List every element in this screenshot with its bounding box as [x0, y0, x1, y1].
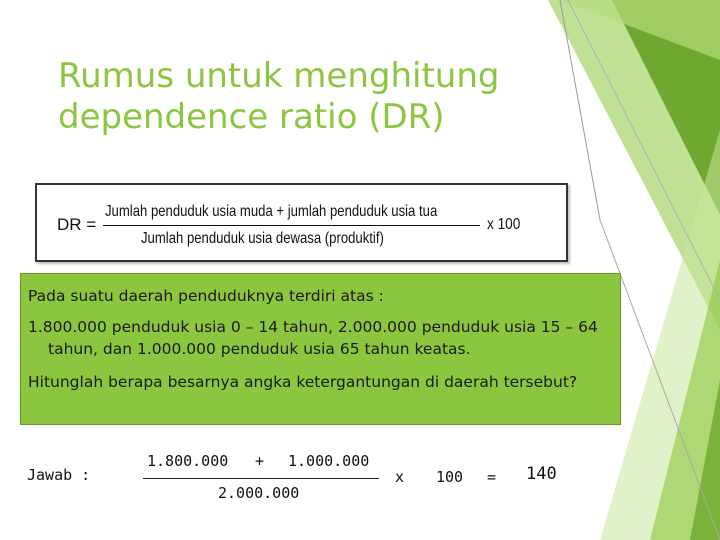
answer-equals: =: [487, 468, 497, 486]
formula-numerator: Jumlah penduduk usia muda + jumlah penduduk usia tua: [105, 203, 438, 220]
problem-box: [20, 273, 621, 425]
slide-title: [58, 56, 558, 138]
problem-population-data: 1.800.000 penduduk usia 0 – 14 tahun, 2.000.000 penduduk usia 15 – 64 tahun, dan 1.000.000 penduduk usia 65 tahun keatas.: [28, 318, 598, 358]
formula-lhs: DR =: [57, 215, 97, 234]
title-line-1: Rumus untuk menghitung: [58, 56, 500, 96]
problem-intro: Pada suatu daerah penduduknya terdiri atas :: [28, 287, 384, 305]
formula-denominator: Jumlah penduduk usia dewasa (produktif): [141, 230, 384, 247]
answer-fraction-bar: [143, 478, 379, 479]
answer-factor: 100: [436, 468, 464, 486]
formula-multiplier: x 100: [487, 216, 521, 233]
answer-result: 140: [526, 464, 557, 484]
answer-num-young: 1.800.000: [147, 452, 229, 470]
answer-label: Jawab :: [27, 466, 91, 484]
problem-question: Hitunglah berapa besarnya angka ketergantungan di daerah tersebut?: [28, 373, 578, 391]
answer-plus: +: [255, 452, 265, 470]
answer-denominator: 2.000.000: [218, 484, 300, 502]
formula-image: [35, 183, 568, 262]
answer-times: x: [395, 468, 405, 486]
answer-num-old: 1.000.000: [288, 452, 370, 470]
formula-fraction-bar: [103, 225, 480, 226]
title-line-2: dependence ratio (DR): [58, 96, 445, 137]
